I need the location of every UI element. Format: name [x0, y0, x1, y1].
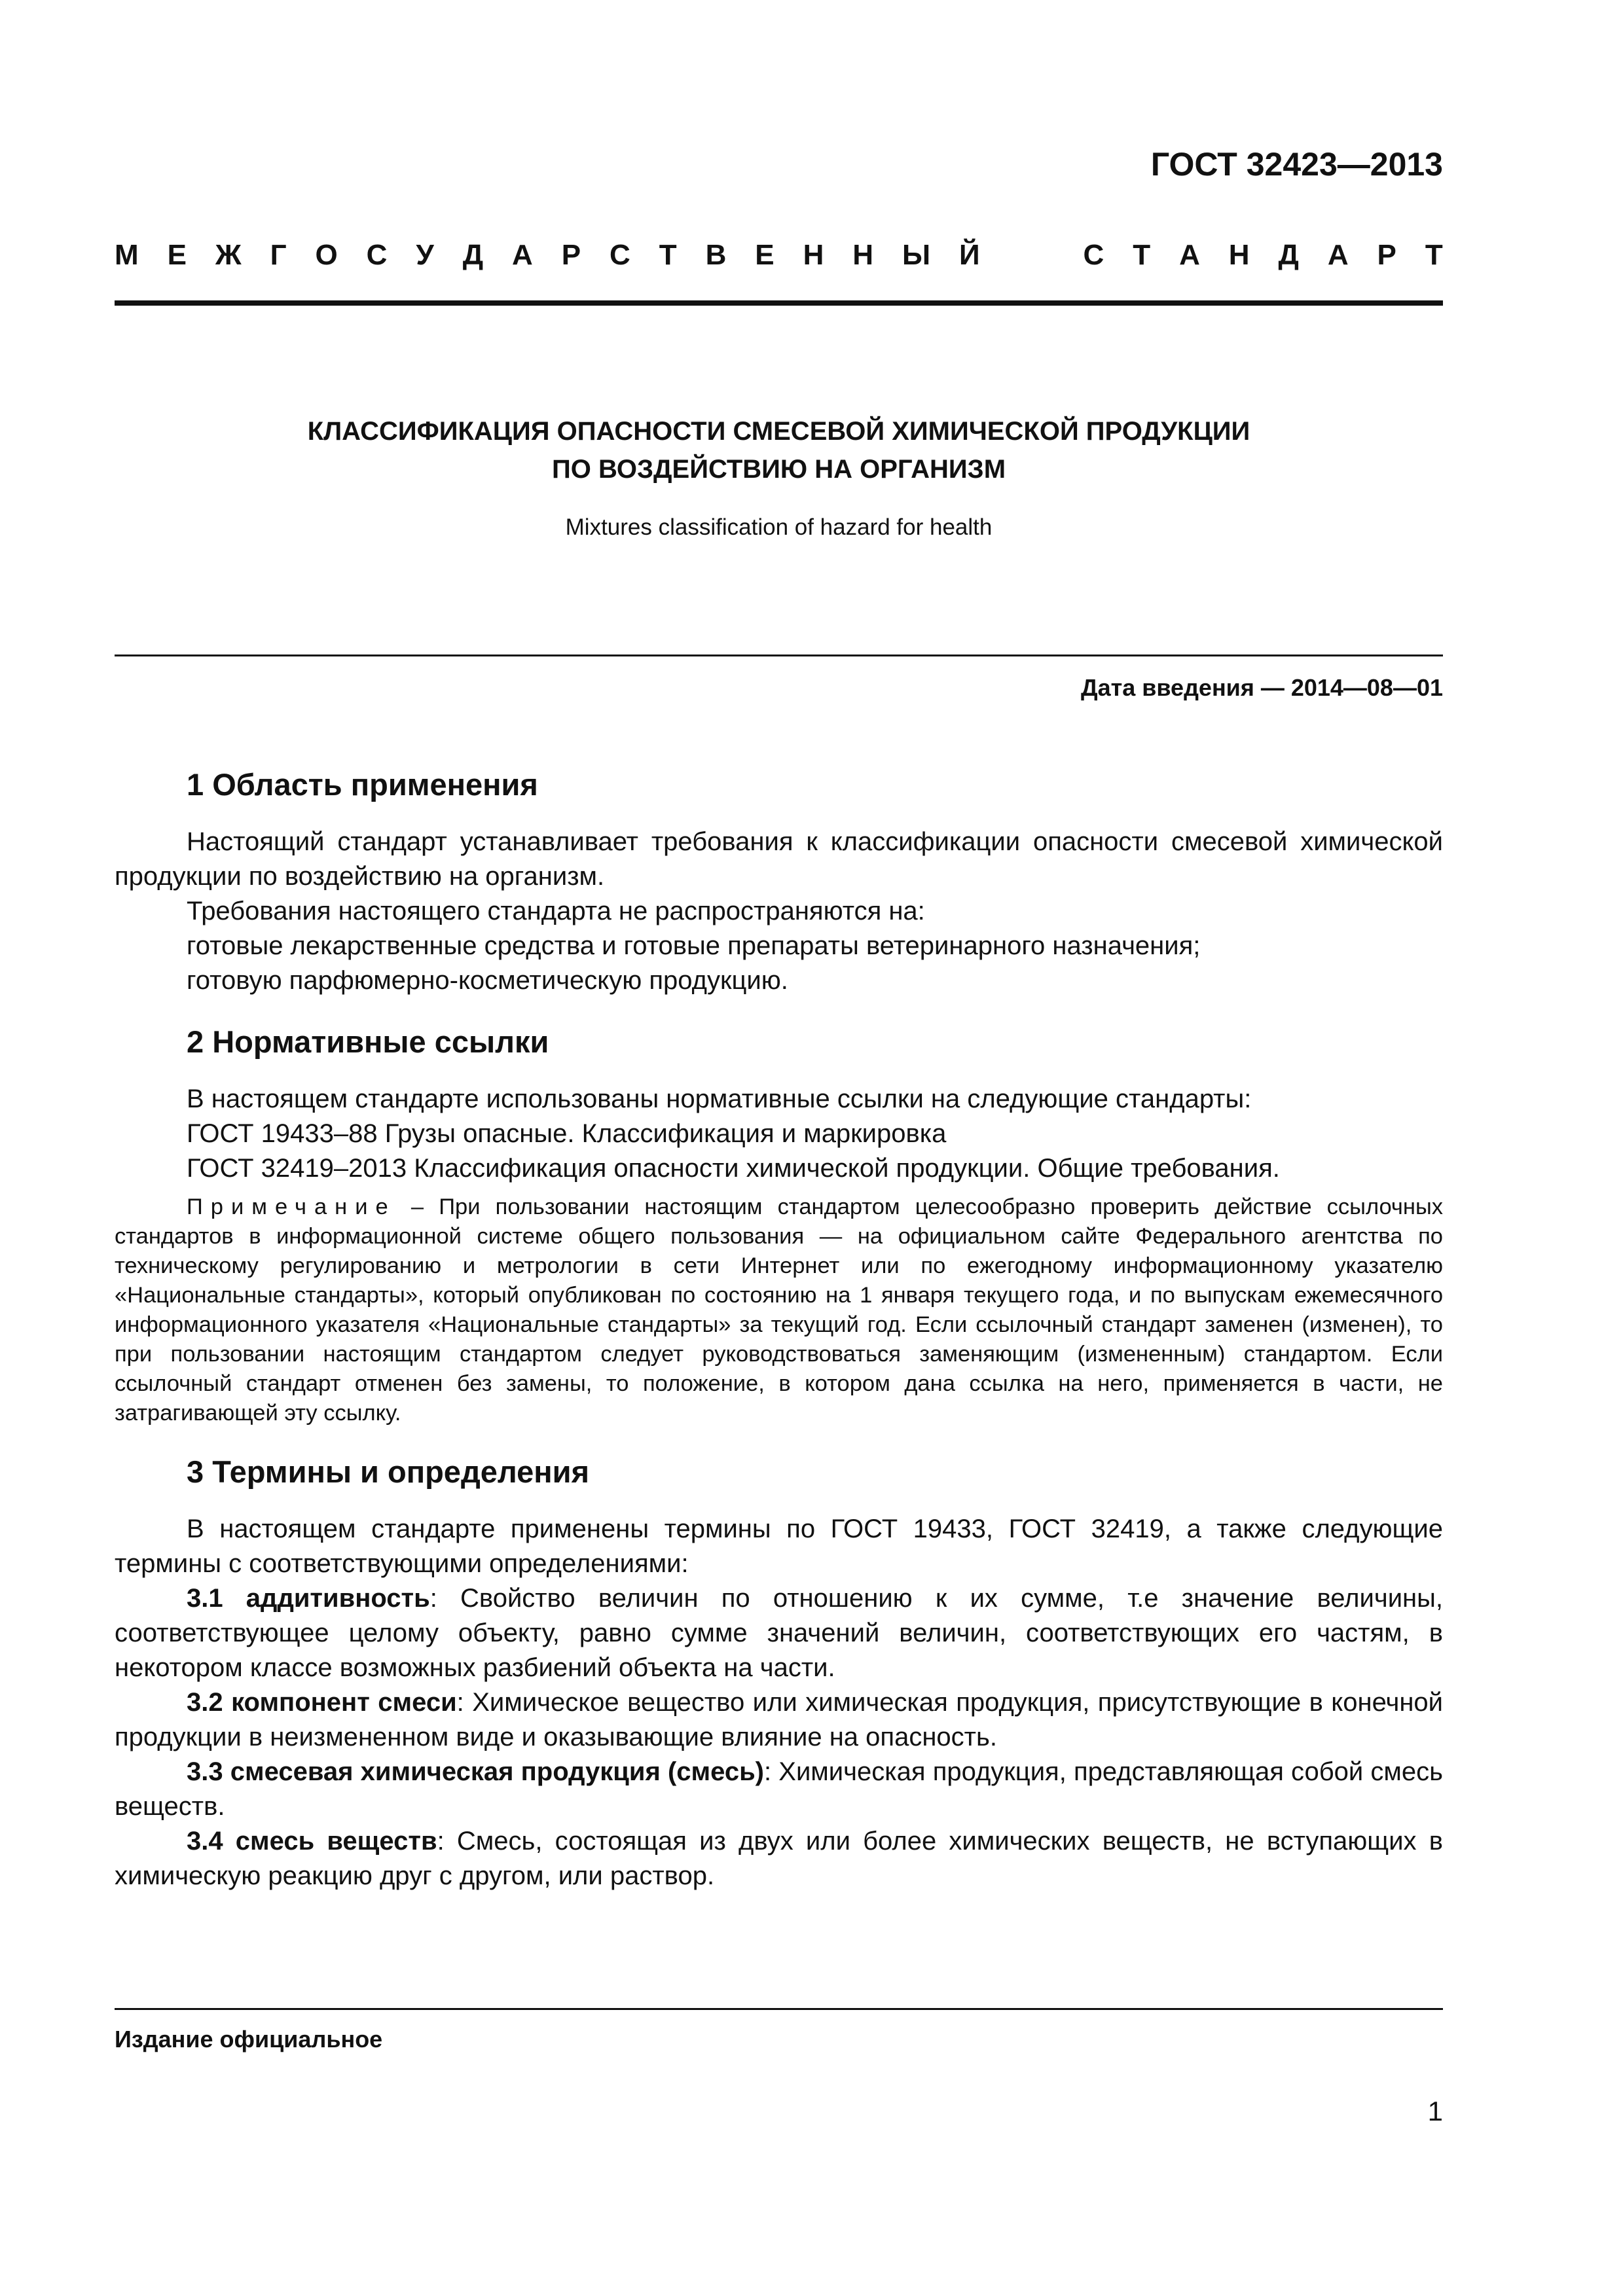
paragraph: готовую парфюмерно-косметическую продукцию.	[187, 966, 788, 995]
definition: : Смесь, состоящая из двух или более химических веществ, не вступающих в химическую реакцию друг с другом, или раствор.	[115, 1827, 1443, 1890]
banner-letter: А	[1327, 239, 1349, 271]
title-line: КЛАССИФИКАЦИЯ ОПАСНОСТИ СМЕСЕВОЙ ХИМИЧЕСКОЙ ПРОДУКЦИИ	[307, 417, 1250, 446]
paragraph: В настоящем стандарте использованы нормативные ссылки на следующие стандарты:	[187, 1085, 1252, 1113]
title-line: ПО ВОЗДЕЙСТВИЮ НА ОРГАНИЗМ	[551, 455, 1006, 484]
paragraph: готовые лекарственные средства и готовые препараты ветеринарного назначения;	[187, 931, 1201, 960]
banner-word-gap	[1009, 239, 1055, 272]
term: 3.4 смесь веществ	[187, 1827, 437, 1856]
banner-letter: Т	[1133, 239, 1151, 271]
document-body	[115, 759, 1443, 1912]
banner-letter: Е	[167, 239, 187, 271]
term: 3.2 компонент смеси	[187, 1688, 457, 1717]
definition: : Химическая продукция, представляющая собой смесь веществ.	[115, 1757, 1444, 1821]
note-text: – При пользовании настоящим стандартом целесообразно проверить действие ссылочных стандартов в информационной системе общего пользования — на официальном сайте Федерального агентства по техническому регулированию и метрологии в сети Интернет или по ежегодному информационному указателю «Национальные стандарты», который опубликован по состоянию на 1 января текущего года, и по выпускам ежемесячного информационного указателя «Национальные стандарты» за текущий год. Если ссылочный стандарт заменен (изменен), то при пользовании настоящим стандартом следует руководствоваться заменяющим (измененным) стандартом. Если ссылочный стандарт отменен без замены, то положение, в котором дана ссылка на него, применяется в части, не затрагивающей эту ссылку.	[115, 1194, 1443, 1426]
title-rule	[115, 655, 1443, 656]
banner-letter: В	[705, 239, 727, 271]
banner-letter: С	[1083, 239, 1104, 271]
banner-letter: М	[115, 239, 139, 271]
term-definition	[115, 1581, 1443, 1685]
banner-letter: А	[512, 239, 533, 271]
banner-letter: Н	[852, 239, 874, 271]
banner-letter: Ы	[902, 239, 931, 271]
reference-item: ГОСТ 19433–88 Грузы опасные. Классификация и маркировка	[187, 1119, 947, 1148]
term: 3.3 смесевая химическая продукция (смесь)	[187, 1757, 764, 1786]
banner-letter: Р	[561, 239, 581, 271]
banner-letter: Д	[1278, 239, 1299, 271]
page-number: 1	[1427, 2096, 1443, 2126]
definition: : Химическое вещество или химическая продукция, присутствующие в конечной продукции в неизмененном виде и оказывающие влияние на опасность.	[115, 1688, 1444, 1751]
note	[115, 1193, 1443, 1428]
banner-letter: У	[416, 239, 434, 271]
banner-letter: Д	[462, 239, 484, 271]
section-terms-definitions	[115, 1446, 1443, 1893]
paragraph: Требования настоящего стандарта не распространяются на:	[187, 897, 925, 925]
reference-item: ГОСТ 32419–2013 Классификация опасности химической продукции. Общие требования.	[187, 1154, 1280, 1183]
term: 3.1 аддитивность	[187, 1584, 430, 1613]
banner-letter: Ж	[215, 239, 242, 271]
term-definition	[115, 1685, 1443, 1755]
section-scope	[115, 759, 1443, 998]
term-definition	[115, 1755, 1443, 1824]
english-title: Mixtures classification of hazard for health	[565, 514, 993, 540]
section-heading: 2 Нормативные ссылки	[187, 1024, 549, 1059]
official-edition-label: Издание официальное	[115, 2026, 383, 2053]
section-normative-references	[115, 1016, 1443, 1428]
paragraph: В настоящем стандарте применены термины по ГОСТ 19433, ГОСТ 32419, а также следующие термины с соответствующими определениями:	[115, 1515, 1443, 1578]
section-heading: 1 Область применения	[187, 767, 538, 802]
banner-letter: А	[1179, 239, 1200, 271]
document-title	[115, 412, 1443, 488]
header-rule	[115, 300, 1443, 306]
banner-letter: Т	[1425, 239, 1443, 271]
term-definition	[115, 1824, 1443, 1893]
banner-letter: Й	[959, 239, 980, 271]
banner-letter: Т	[659, 239, 677, 271]
banner-letter: О	[315, 239, 338, 271]
banner-letter: Р	[1377, 239, 1396, 271]
banner-letter: Г	[270, 239, 287, 271]
paragraph: Настоящий стандарт устанавливает требования к классификации опасности смесевой химической продукции по воздействию на организм.	[115, 827, 1443, 891]
banner-letter: С	[610, 239, 630, 271]
definition: : Свойство величин по отношению к их сумме, т.е значение величины, соответствующее целому объекту, равно сумме значений величин, соответствующих его частям, в некотором классе возможных разбиений объекта на части.	[115, 1584, 1443, 1682]
note-label: Примечание	[187, 1194, 396, 1219]
footer-rule	[115, 2008, 1443, 2010]
banner-letter: С	[366, 239, 388, 271]
banner-letter: Н	[1228, 239, 1250, 271]
section-heading: 3 Термины и определения	[187, 1454, 589, 1489]
introduction-date: Дата введения — 2014—08—01	[1080, 674, 1443, 701]
banner-letter: Е	[755, 239, 775, 271]
interstate-standard-banner	[115, 239, 1443, 272]
banner-letter: Н	[803, 239, 824, 271]
document-number: ГОСТ 32423—2013	[1150, 146, 1443, 183]
